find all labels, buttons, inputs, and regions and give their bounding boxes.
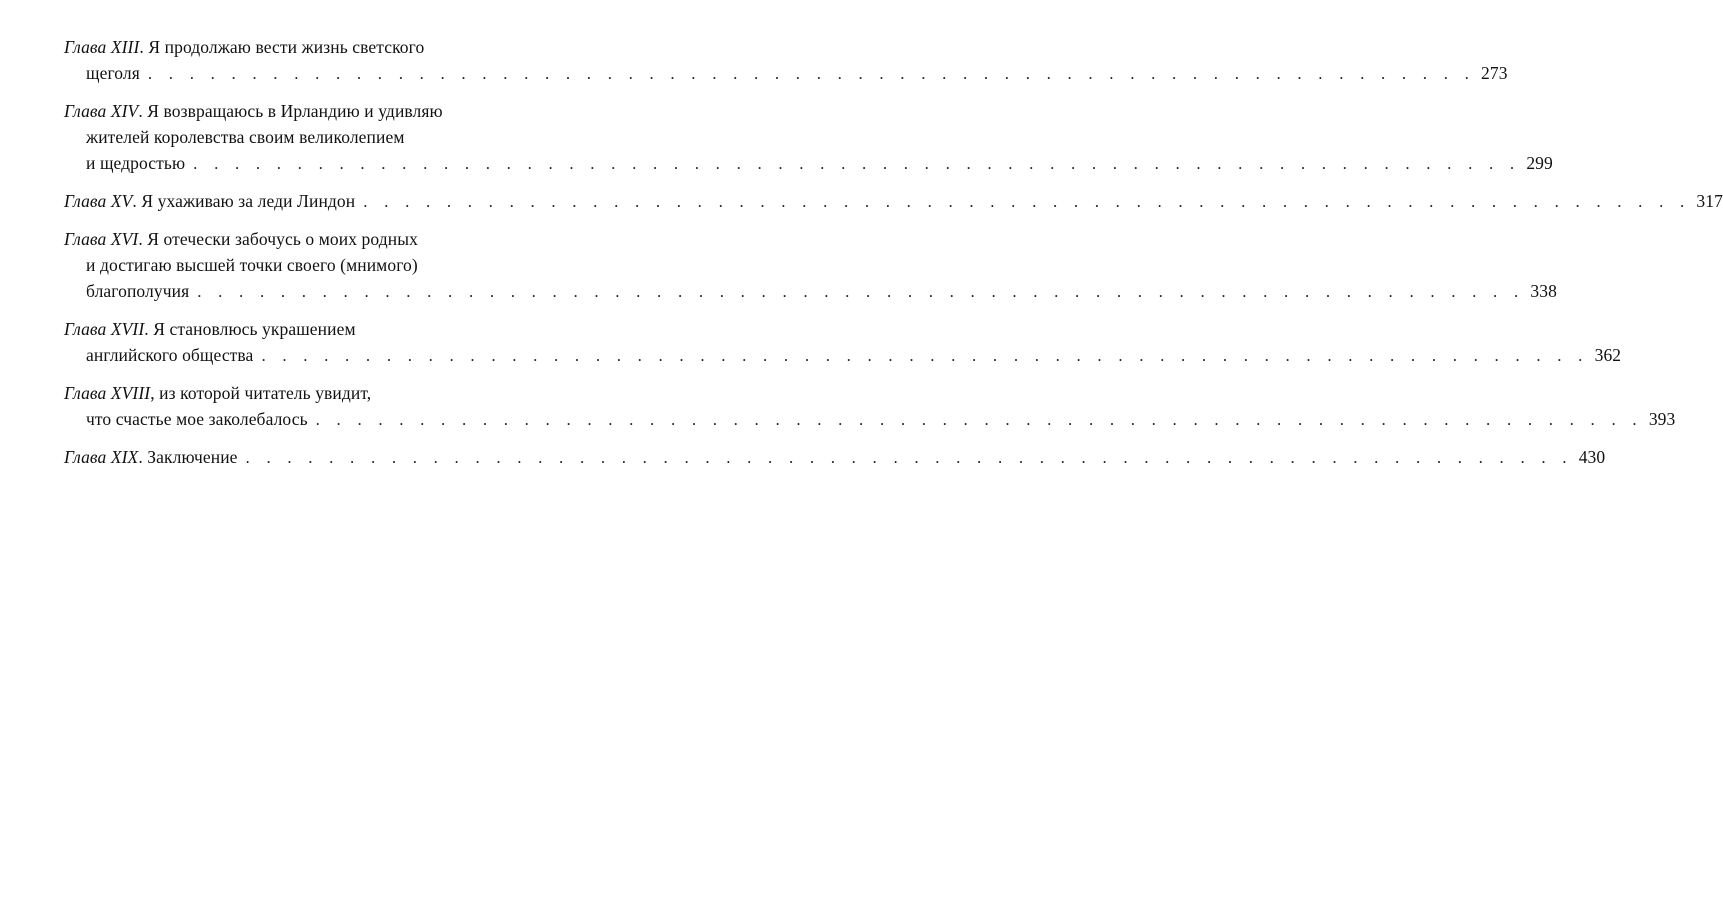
toc-entry-text bbox=[86, 127, 405, 147]
page-number: 338 bbox=[1530, 281, 1557, 301]
chapter-label-separator: . bbox=[139, 37, 144, 57]
chapter-label-separator: , bbox=[150, 383, 155, 403]
toc-entry-text bbox=[86, 60, 140, 86]
dot-leader: . . . . . . . . . . . . . . . . . . . . . . . . . . . . . . . . . . . . . . . . . . . . . . . . . . . . . . . . . . . . . . . . bbox=[197, 282, 1525, 301]
toc-entry-line bbox=[64, 278, 1557, 304]
page-number: 317 bbox=[1696, 191, 1723, 211]
table-of-contents bbox=[64, 34, 1723, 482]
chapter-title-line: благополучия bbox=[86, 281, 190, 301]
chapter-title-line: Я ухаживаю за леди Линдон bbox=[141, 191, 356, 211]
toc-entry[interactable] bbox=[64, 316, 1622, 368]
chapter-title-line: щеголя bbox=[86, 63, 140, 83]
dot-leader: . . . . . . . . . . . . . . . . . . . . . . . . . . . . . . . . . . . . . . . . . . . . . . . . . . . . . . . . . . . . . . . . bbox=[261, 346, 1589, 365]
toc-entry-line bbox=[64, 188, 1723, 214]
toc-entry-line bbox=[64, 380, 498, 406]
chapter-label: Глава XVI bbox=[64, 229, 139, 249]
toc-entry-line bbox=[64, 342, 1622, 368]
chapter-label: Глава XVIII bbox=[64, 383, 151, 403]
toc-entry[interactable] bbox=[64, 34, 1508, 86]
toc-entry-text bbox=[86, 406, 308, 432]
chapter-title-line: жителей королевства своим великолепием bbox=[86, 127, 405, 147]
chapter-label-separator: . bbox=[144, 319, 149, 339]
chapter-title-line: из которой читатель увидит, bbox=[159, 383, 372, 403]
dot-leader: . . . . . . . . . . . . . . . . . . . . . . . . . . . . . . . . . . . . . . . . . . . . . . . . . . . . . . . . . . . . . . . . bbox=[147, 64, 1476, 83]
page-number: 393 bbox=[1648, 409, 1676, 429]
dot-leader: . . . . . . . . . . . . . . . . . . . . . . . . . . . . . . . . . . . . . . . . . . . . . . . . . . . . . . . . . . . . . . . . bbox=[245, 448, 1573, 467]
toc-entry-line bbox=[64, 406, 1676, 432]
chapter-title-line: и щедростью bbox=[86, 153, 186, 173]
chapter-label: Глава XV bbox=[64, 191, 133, 211]
dot-leader: . . . . . . . . . . . . . . . . . . . . . . . . . . . . . . . . . . . . . . . . . . . . . . . . . . . . . . . . . . . . . . . . bbox=[193, 154, 1521, 173]
toc-entry[interactable] bbox=[64, 444, 1606, 470]
toc-entry-line bbox=[64, 150, 1553, 176]
toc-entry[interactable] bbox=[64, 98, 1553, 176]
chapter-label-separator: . bbox=[138, 101, 143, 121]
toc-entry-text bbox=[86, 278, 189, 304]
toc-entry-line bbox=[64, 124, 498, 150]
toc-entry-line bbox=[64, 252, 498, 278]
chapter-label-separator: . bbox=[138, 447, 143, 467]
toc-entry-text bbox=[64, 101, 443, 121]
toc-entry-text bbox=[86, 150, 185, 176]
chapter-title-line: Заключение bbox=[147, 447, 238, 467]
toc-entry-text bbox=[64, 37, 424, 57]
page-number: 299 bbox=[1526, 153, 1553, 173]
chapter-label-separator: . bbox=[138, 229, 143, 249]
dot-leader: . . . . . . . . . . . . . . . . . . . . . . . . . . . . . . . . . . . . . . . . . . . . . . . . . . . . . . . . . . . . . . . . bbox=[315, 410, 1643, 429]
toc-entry[interactable] bbox=[64, 380, 1676, 432]
toc-entry-line bbox=[64, 98, 498, 124]
toc-entry-text bbox=[64, 188, 355, 214]
chapter-label: Глава XVII bbox=[64, 319, 145, 339]
page-number: 273 bbox=[1481, 63, 1508, 83]
chapter-title-line: английского общества bbox=[86, 345, 254, 365]
toc-entry[interactable] bbox=[64, 226, 1557, 304]
toc-entry-text bbox=[64, 229, 418, 249]
chapter-label: Глава XIV bbox=[64, 101, 139, 121]
chapter-title-line: Я становлюсь украшением bbox=[153, 319, 356, 339]
page-number: 430 bbox=[1578, 447, 1606, 467]
chapter-label-separator: . bbox=[132, 191, 137, 211]
chapter-title-line: и достигаю высшей точки своего (мнимого) bbox=[86, 255, 418, 275]
chapter-label: Глава XIX bbox=[64, 447, 139, 467]
chapter-title-line: Я продолжаю вести жизнь светского bbox=[148, 37, 425, 57]
toc-entry-line bbox=[64, 226, 498, 252]
dot-leader: . . . . . . . . . . . . . . . . . . . . . . . . . . . . . . . . . . . . . . . . . . . . . . . . . . . . . . . . . . . . . . . . bbox=[363, 192, 1691, 211]
page-number: 362 bbox=[1594, 345, 1622, 365]
toc-entry[interactable] bbox=[64, 188, 1723, 214]
toc-entry-line bbox=[64, 316, 498, 342]
toc-entry-line bbox=[64, 444, 1606, 470]
chapter-label: Глава XIII bbox=[64, 37, 140, 57]
chapter-title-line: Я отечески забочусь о моих родных bbox=[147, 229, 418, 249]
toc-entry-text bbox=[64, 383, 371, 403]
toc-entry-text bbox=[86, 255, 418, 275]
chapter-title-line: Я возвращаюсь в Ирландию и удивляю bbox=[147, 101, 443, 121]
toc-entry-line bbox=[64, 34, 498, 60]
toc-entry-text bbox=[86, 342, 253, 368]
chapter-title-line: что счастье мое заколебалось bbox=[86, 409, 308, 429]
toc-entry-text bbox=[64, 444, 238, 470]
toc-entry-text bbox=[64, 319, 356, 339]
toc-entry-line bbox=[64, 60, 1508, 86]
